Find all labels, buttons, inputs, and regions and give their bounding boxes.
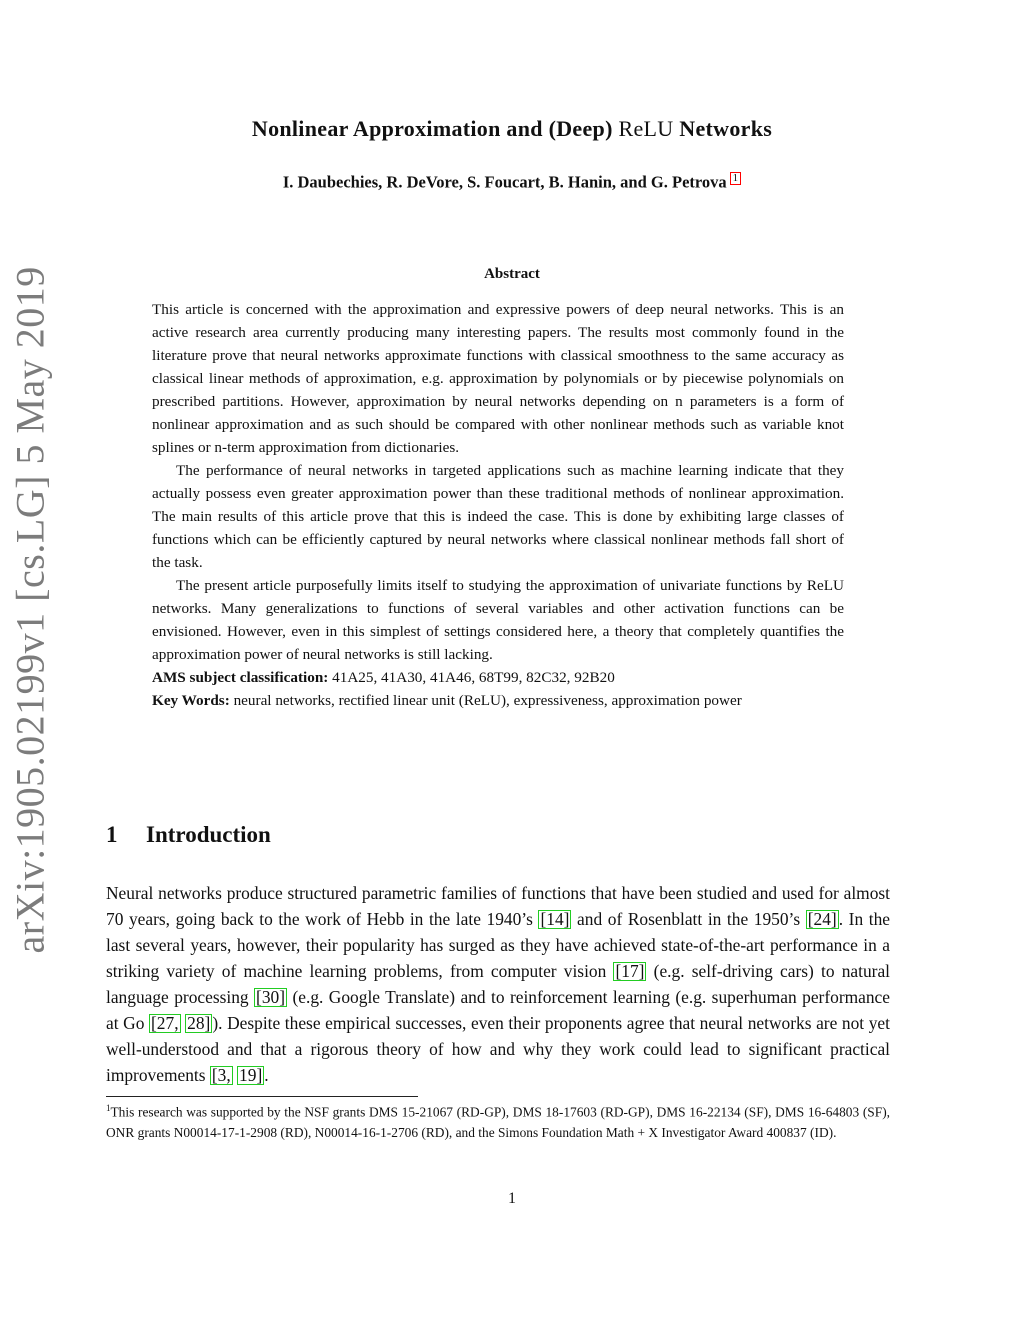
citation-17[interactable]: [17] [615, 961, 645, 981]
abstract-paragraph-1: This article is concerned with the approximation and expressive powers of deep neural networks. This is an active research area currently producing many interesting papers. The results most commonly found in the literature prove that neural networks approximate functions with classical smoothness to the same accuracy as classical linear methods of approximation, e.g. approximation by polynomials or by piecewise polynomials on prescribed partitions. However, approximation by neural networks depending on n parameters is a form of nonlinear approximation and as such should be compared with other nonlinear methods such as variable knot splines or n-term approximation from dictionaries. [152, 301, 844, 456]
citation-14[interactable]: [14] [540, 909, 570, 929]
footnote-1 [106, 1098, 890, 1143]
paper-title [0, 116, 1024, 142]
section-title: Introduction [146, 822, 271, 847]
intro-text-4: (e.g. self-driving cars) to natural language processing [106, 961, 890, 1007]
ams-classification [152, 666, 844, 689]
introduction-paragraph [106, 880, 890, 1088]
ams-label: AMS subject classification: [152, 669, 329, 686]
section-number: 1 [106, 822, 118, 847]
citation-30[interactable]: [30] [256, 987, 286, 1007]
intro-text-6: ). Despite these empirical successes, even their proponents agree that neural networks are not yet well-understood and that a rigorous theory of how and why they work could lead to significant practical improvements [106, 1013, 890, 1085]
key-words-value: neural networks, rectified linear unit (ReLU), expressiveness, approximation power [229, 692, 742, 709]
citation-19[interactable]: 19] [239, 1065, 263, 1085]
footnote-mark: 1 [106, 1103, 111, 1113]
intro-text-5: (e.g. Google Translate) and to reinforcement learning (e.g. superhuman performance at Go [106, 987, 890, 1033]
intro-text [106, 880, 890, 1088]
footnote-divider [106, 1096, 418, 1097]
ams-codes: 41A25, 41A30, 41A46, 68T99, 82C32, 92B20 [328, 669, 615, 686]
intro-text-1: Neural networks produce structured parametric families of functions that have been studied and used for almost 70 years, going back to the work of Hebb in the late 1940’s [106, 883, 890, 929]
title-part-2: Networks [673, 116, 773, 141]
citation-24[interactable]: [24] [807, 909, 837, 929]
abstract-body [152, 298, 844, 712]
abstract-heading: Abstract [484, 266, 540, 282]
intro-text-7: . [264, 1065, 269, 1085]
footnote-text: This research was supported by the NSF grants DMS 15-21067 (RD-GP), DMS 18-17603 (RD-GP), DMS 16-22134 (SF), DMS 16-64803 (SF), ONR grants N00014-17-1-2908 (RD), N00014-16-1-2706 (RD), and the Simons Foundation Math + X Investigator Award 400837 (ID). [106, 1104, 890, 1141]
intro-text-2: and of Rosenblatt in the 1950’s [571, 909, 806, 929]
author-list [0, 172, 1024, 193]
intro-text-3: . In the last several years, however, their popularity has surged as they have achieved state-of-the-art performance in a striking variety of machine learning problems, from computer vision [106, 909, 890, 981]
abstract-paragraph-2: The performance of neural networks in targeted applications such as machine learning indicate that they actually possess even greater approximation power than these traditional methods of nonlinear approximation. The main results of this article prove that this is indeed the case. This is done by exhibiting large classes of functions which can be efficiently captured by neural networks where classical nonlinear methods fall short of the task. [152, 462, 844, 571]
key-words [152, 689, 844, 712]
citation-27[interactable]: [27, [151, 1013, 179, 1033]
citation-3[interactable]: [3, [211, 1065, 231, 1085]
title-relu: ReLU [618, 116, 674, 141]
title-part-1: Nonlinear Approximation and (Deep) [251, 116, 619, 141]
arxiv-stamp: arXiv:1905.02199v1 [cs.LG] 5 May 2019 [7, 266, 53, 954]
section-heading-introduction [106, 822, 271, 848]
page-number: 1 [508, 1190, 516, 1207]
author-footnote-link[interactable]: 1 [730, 172, 742, 185]
abstract-paragraph-3: The present article purposefully limits itself to studying the approximation of univariate functions by ReLU networks. Many generalizations to functions of several variables and other activation functions can be envisioned. However, even in this simplest of settings considered here, a theory that completely quantifies the approximation power of neural networks is still lacking. [152, 577, 844, 663]
author-names: I. Daubechies, R. DeVore, S. Foucart, B. Hanin, and G. Petrova [282, 172, 727, 192]
citation-28[interactable]: 28] [187, 1013, 211, 1033]
key-words-label: Key Words: [152, 692, 230, 709]
